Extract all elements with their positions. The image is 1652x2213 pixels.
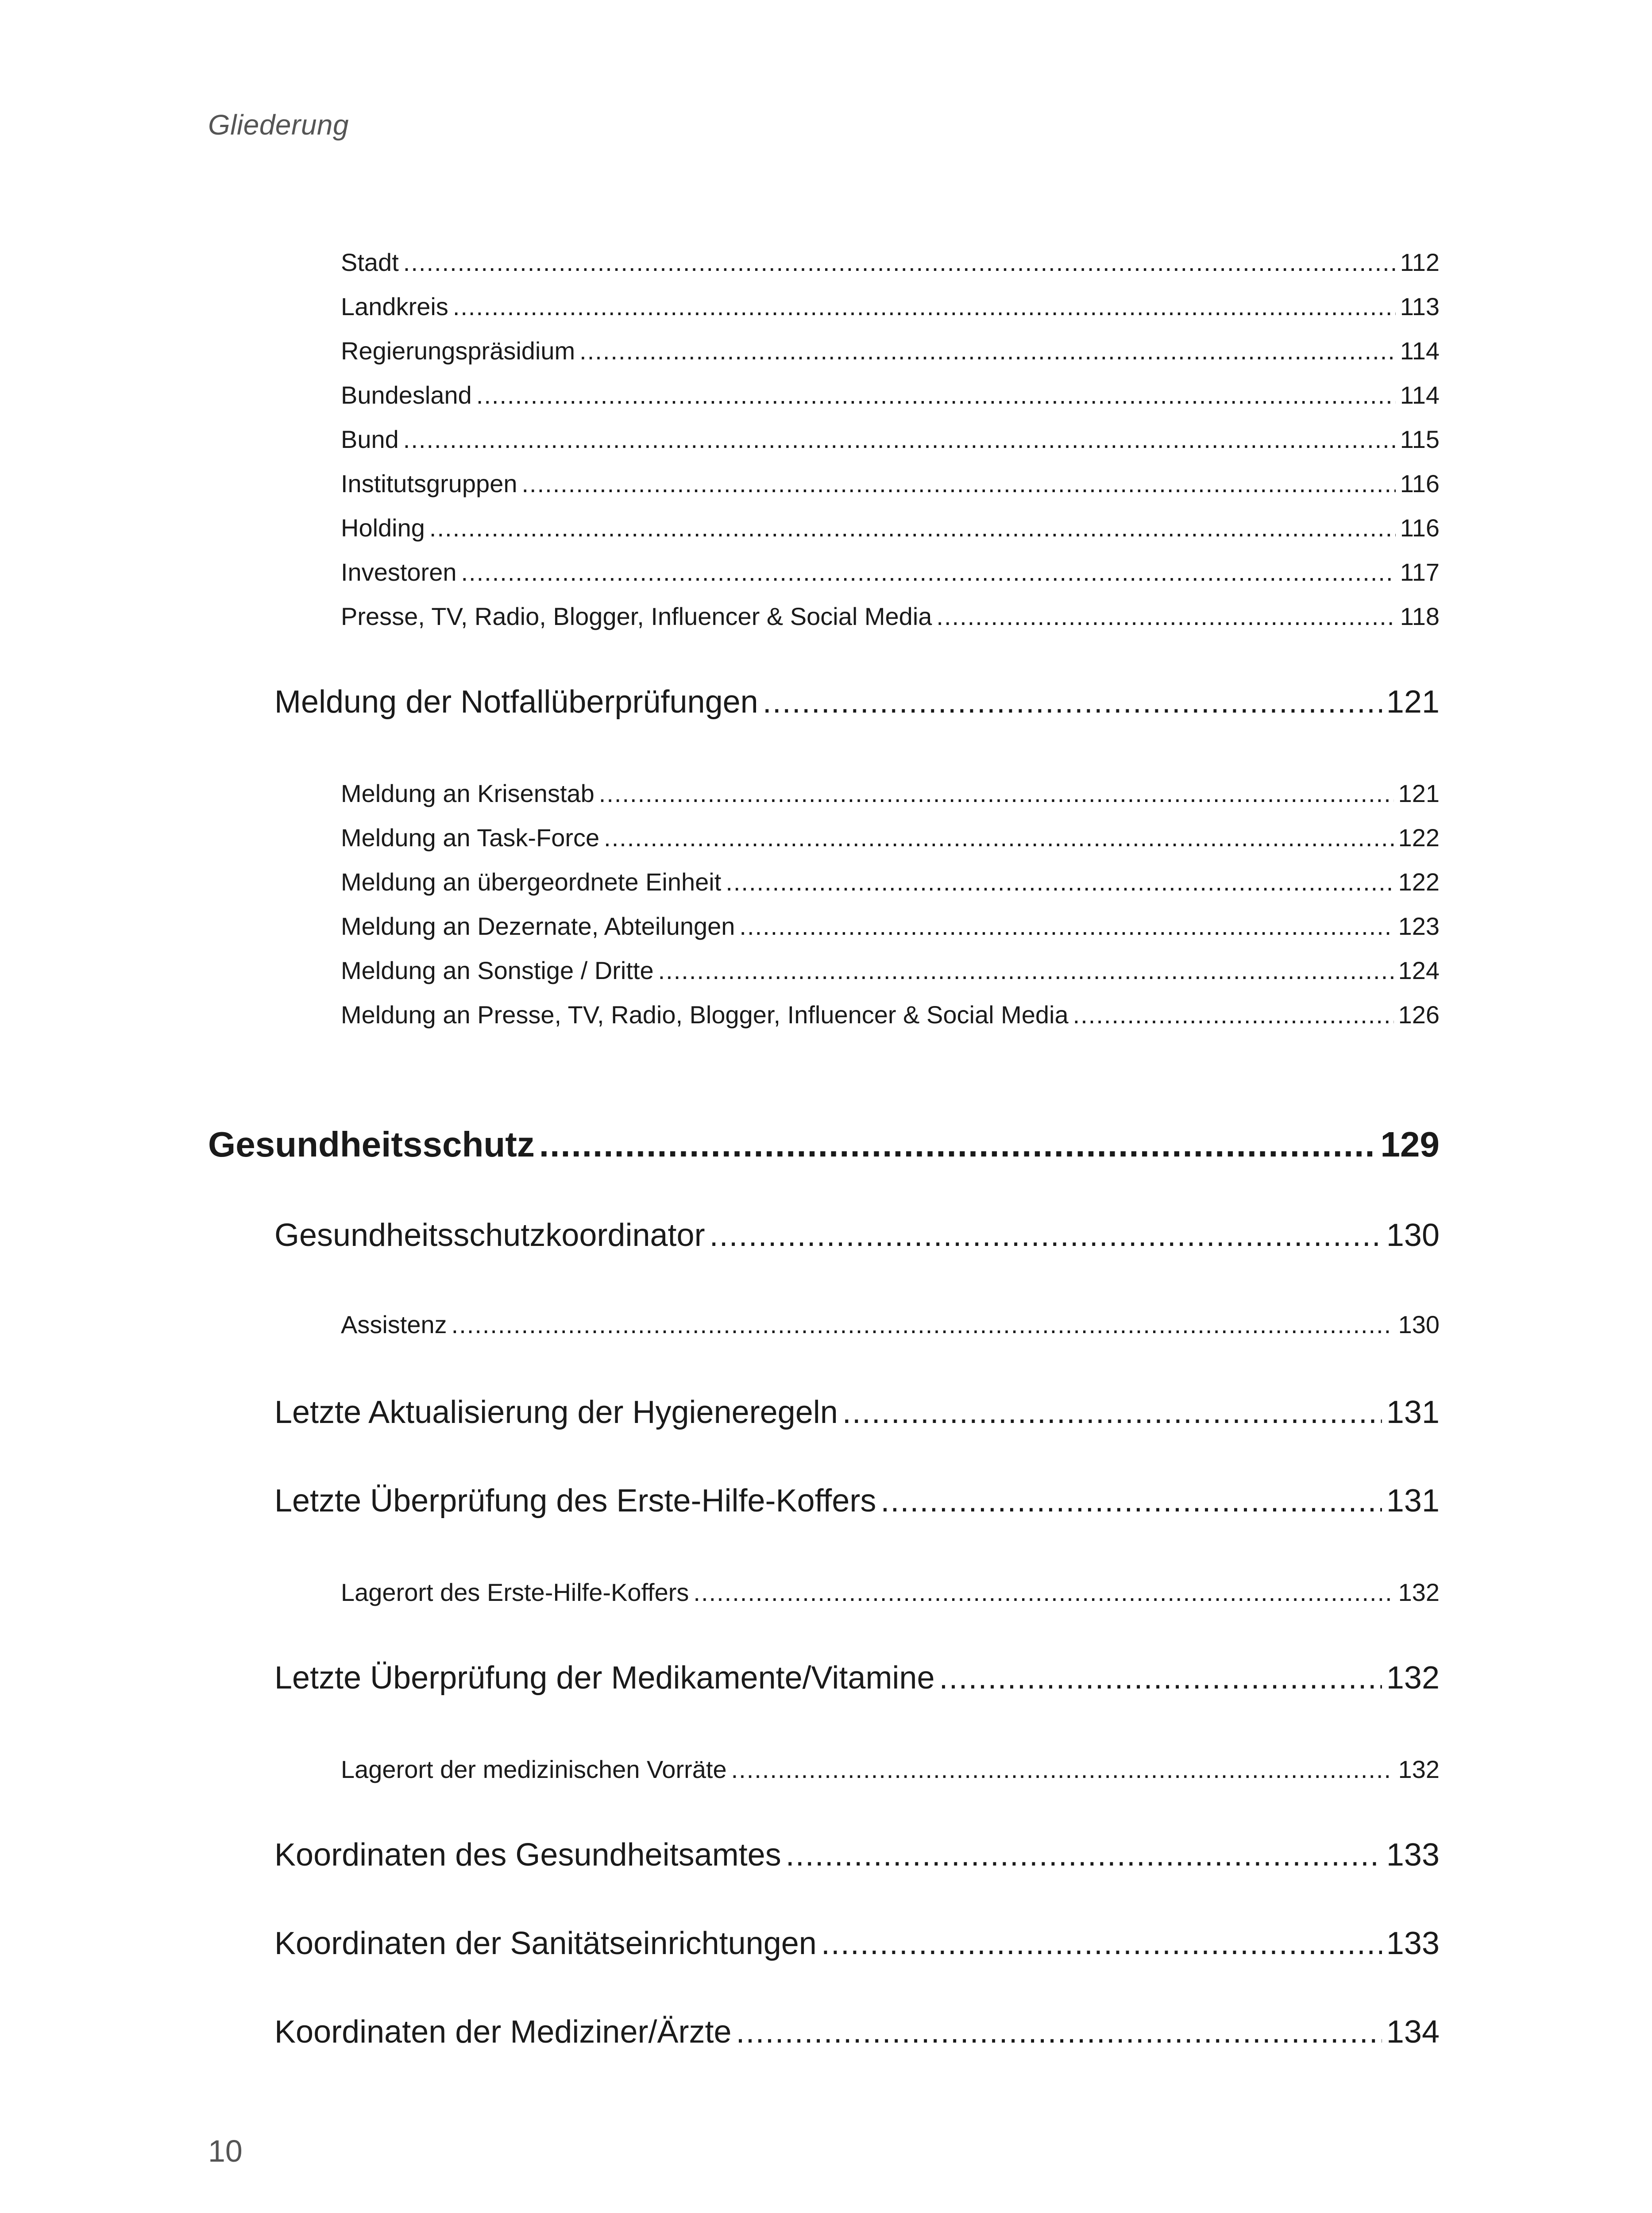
toc-entry-title: Koordinaten der Sanitätseinrichtungen	[274, 1926, 817, 1961]
toc-section-entry	[274, 1483, 1440, 1523]
toc-entry-page: 132	[1398, 1578, 1440, 1606]
toc-entry-title: Gesundheitsschutzkoordinator	[274, 1218, 705, 1253]
toc-entry-title: Meldung an Krisenstab	[341, 779, 594, 807]
toc-entry-page: 116	[1400, 470, 1440, 497]
toc-entry-title: Holding	[341, 514, 425, 542]
toc-entry-page: 129	[1380, 1125, 1440, 1164]
page-number: 10	[208, 2134, 243, 2168]
toc-entry-title: Meldung an Sonstige / Dritte	[341, 956, 654, 984]
toc-entry-page: 130	[1398, 1311, 1440, 1338]
toc-section-entry	[274, 1217, 1440, 1257]
toc-entry-page: 131	[1386, 1483, 1440, 1519]
dot-leader	[429, 513, 1396, 542]
dot-leader	[693, 1578, 1393, 1607]
toc-section-entry	[274, 684, 1440, 724]
dot-leader	[452, 1310, 1394, 1339]
dot-leader	[521, 469, 1395, 498]
dot-leader	[453, 292, 1396, 321]
toc-entry-title: Assistenz	[341, 1311, 447, 1338]
toc-entry	[341, 381, 1440, 412]
toc-section-entry	[274, 1660, 1440, 1700]
dot-leader	[1073, 1000, 1394, 1029]
toc-entry-page: 121	[1398, 779, 1440, 807]
toc-entry-page: 112	[1400, 248, 1440, 276]
toc-entry-page: 134	[1386, 2014, 1440, 2050]
toc-entry-title: Letzte Aktualisierung der Hygieneregeln	[274, 1395, 838, 1430]
toc-entry-title: Stadt	[341, 248, 399, 276]
toc-entry	[341, 558, 1440, 589]
toc-entry-page: 123	[1398, 912, 1440, 940]
dot-leader	[880, 1483, 1382, 1519]
toc-entry-page: 118	[1400, 602, 1440, 630]
dot-leader	[821, 1925, 1382, 1962]
toc-entry	[341, 248, 1440, 279]
dot-leader	[939, 1660, 1382, 1696]
toc-entry-title: Bund	[341, 425, 399, 453]
toc-entry-title: Landkreis	[341, 293, 448, 320]
toc-entry-title: Lagerort des Erste-Hilfe-Koffers	[341, 1578, 689, 1606]
toc-entry-page: 122	[1398, 868, 1440, 896]
dot-leader	[403, 248, 1396, 277]
toc-section-entry	[274, 1925, 1440, 1965]
dot-leader	[726, 867, 1393, 896]
toc-entry-page: 126	[1398, 1001, 1440, 1029]
dot-leader	[461, 558, 1396, 586]
toc-section-entry	[274, 1837, 1440, 1877]
toc-entry-title: Letzte Überprüfung des Erste-Hilfe-Koffers	[274, 1483, 876, 1519]
toc-entry-title: Meldung an Dezernate, Abteilungen	[341, 912, 735, 940]
toc-section-entry	[274, 1394, 1440, 1434]
toc-entry-title: Institutsgruppen	[341, 470, 517, 497]
dot-leader	[731, 1755, 1394, 1784]
toc-entry-title: Bundesland	[341, 381, 472, 409]
dot-leader	[579, 336, 1396, 365]
toc-entry	[341, 336, 1440, 367]
dot-leader	[599, 779, 1394, 808]
toc-chapter-entry	[208, 1124, 1440, 1168]
dot-leader	[403, 425, 1396, 454]
toc-entry-page: 121	[1386, 684, 1440, 720]
toc-entry-title: Regierungspräsidium	[341, 337, 575, 365]
toc-entry	[341, 823, 1440, 854]
toc-entry-page: 131	[1386, 1395, 1440, 1430]
toc-entry	[341, 469, 1440, 500]
toc-entry-page: 124	[1398, 956, 1440, 984]
toc-entry-page: 117	[1400, 558, 1440, 586]
toc-entry-title: Presse, TV, Radio, Blogger, Influencer & Social Media	[341, 602, 932, 630]
toc-entry	[341, 602, 1440, 633]
toc-entry	[341, 867, 1440, 898]
toc-entry-title: Koordinaten des Gesundheitsamtes	[274, 1837, 781, 1873]
toc-entry	[341, 1000, 1440, 1031]
toc-entry	[341, 779, 1440, 810]
toc-entry-title: Meldung an Task-Force	[341, 824, 600, 852]
toc-entry	[341, 912, 1440, 943]
dot-leader	[736, 2014, 1382, 2050]
toc-entry-page: 130	[1386, 1218, 1440, 1253]
dot-leader	[539, 1124, 1376, 1165]
toc-entry-title: Meldung an Presse, TV, Radio, Blogger, Influencer & Social Media	[341, 1001, 1069, 1029]
toc-entry-title: Letzte Überprüfung der Medikamente/Vitamine	[274, 1660, 935, 1696]
dot-leader	[936, 602, 1395, 631]
dot-leader	[786, 1837, 1382, 1873]
toc-entry-title: Koordinaten der Mediziner/Ärzte	[274, 2014, 732, 2050]
dot-leader	[604, 823, 1393, 852]
toc-entry	[341, 1310, 1440, 1341]
toc-entry	[341, 513, 1440, 544]
toc-entry	[341, 292, 1440, 323]
toc-entry-page: 114	[1400, 337, 1440, 365]
dot-leader	[739, 912, 1393, 941]
toc-entry-page: 133	[1386, 1837, 1440, 1873]
dot-leader	[658, 956, 1394, 985]
toc-entry-page: 122	[1398, 824, 1440, 852]
toc-entry	[341, 1578, 1440, 1609]
toc-entry-page: 133	[1386, 1926, 1440, 1961]
running-head: Gliederung	[208, 109, 349, 141]
toc-entry-title: Investoren	[341, 558, 457, 586]
dot-leader	[763, 684, 1382, 720]
dot-leader	[710, 1217, 1382, 1253]
toc-entry-page: 113	[1400, 293, 1440, 320]
toc-entry-page: 132	[1398, 1755, 1440, 1783]
toc-entry-page: 116	[1400, 514, 1440, 542]
toc-entry-page: 132	[1386, 1660, 1440, 1696]
toc-entry-title: Meldung der Notfallüberprüfungen	[274, 684, 758, 720]
dot-leader	[476, 381, 1396, 409]
toc-entry-title: Lagerort der medizinischen Vorräte	[341, 1755, 727, 1783]
toc-entry-title: Gesundheitsschutz	[208, 1125, 535, 1164]
toc-section-entry	[274, 2014, 1440, 2054]
toc-entry-page: 114	[1400, 381, 1440, 409]
toc-entry-page: 115	[1400, 425, 1440, 453]
toc-entry	[341, 1755, 1440, 1786]
toc-entry-title: Meldung an übergeordnete Einheit	[341, 868, 722, 896]
toc-entry	[341, 425, 1440, 456]
dot-leader	[842, 1394, 1382, 1430]
toc-entry	[341, 956, 1440, 987]
